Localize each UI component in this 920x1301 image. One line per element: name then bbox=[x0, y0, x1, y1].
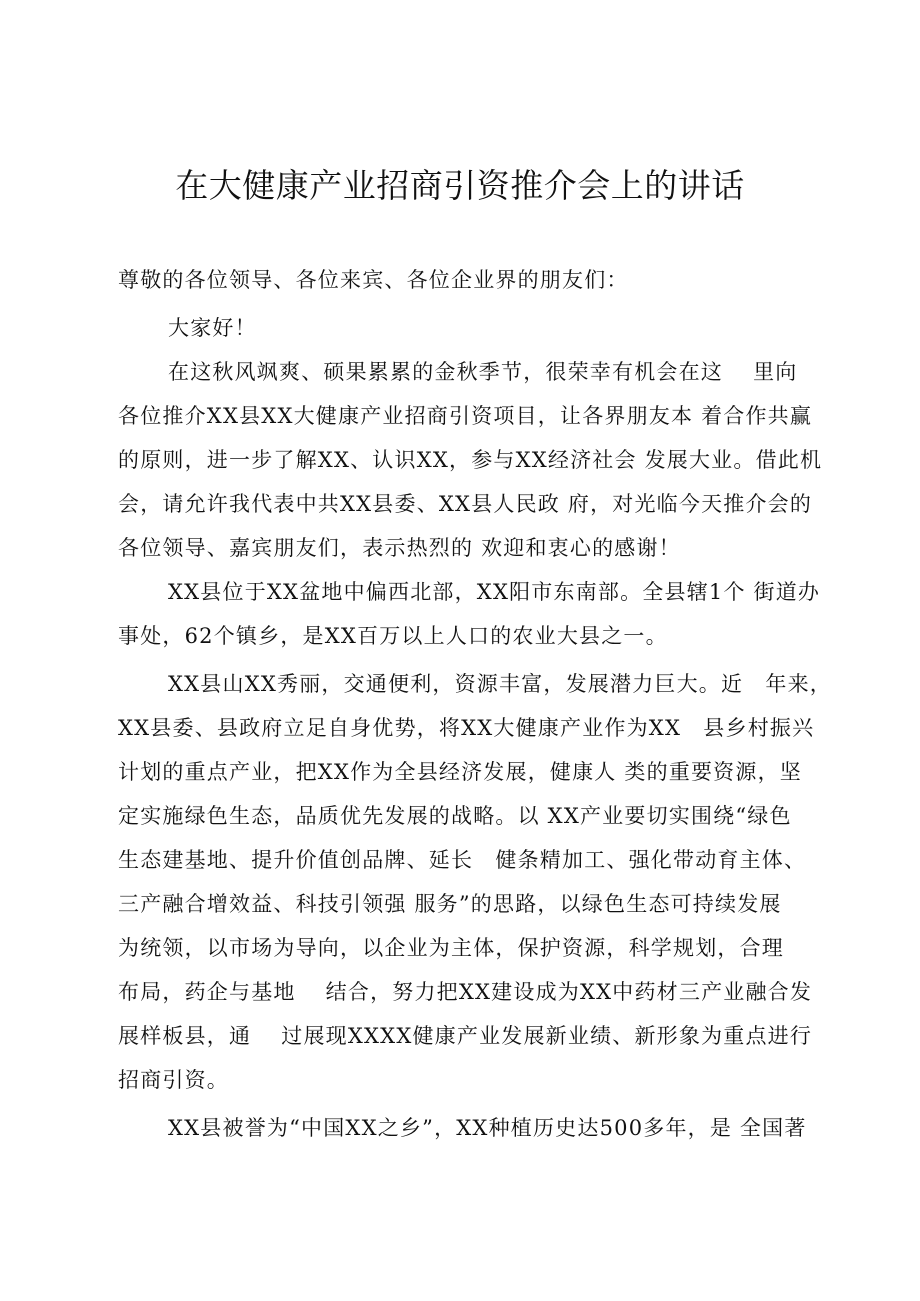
paragraph-line: XX县位于XX盆地中偏西北部，XX阳市东南部。全县辖1个 街道办 bbox=[168, 580, 821, 604]
paragraph-line: 定实施绿色生态，品质优先发展的战略。以 XX产业要切实围绕“绿色 bbox=[118, 804, 792, 828]
speech-body bbox=[118, 258, 832, 1150]
paragraph-line: 招商引资。 bbox=[118, 1068, 229, 1092]
paragraph-line: 事处，62个镇乡，是XX百万以上人口的农业大县之一。 bbox=[118, 624, 668, 648]
paragraph-line: XX县山XX秀丽，交通便利，资源丰富，发展潜力巨大。近 年来， bbox=[168, 672, 832, 696]
paragraph-line: 各位推介XX县XX大健康产业招商引资项目，让各界朋友本 着合作共赢 bbox=[118, 404, 813, 428]
paragraph-line: 三产融合增效益、科技引领强 服务”的思路，以绿色生态可持续发展 bbox=[118, 892, 782, 916]
paragraph-line: 计划的重点产业，把XX作为全县经济发展，健康人 类的重要资源，坚 bbox=[118, 760, 802, 784]
greeting-line: 大家好！ bbox=[168, 316, 257, 340]
document-title: 在大健康产业招商引资推介会上的讲话 bbox=[175, 166, 745, 205]
paragraph-history bbox=[118, 1106, 823, 1150]
paragraph-location bbox=[118, 570, 823, 658]
paragraph-line: 会，请允许我代表中共XX县委、XX县人民政 府，对光临今天推介会的 bbox=[118, 492, 813, 516]
paragraph-line: 展样板县，通 过展现XXXX健康产业发展新业绩、新形象为重点进行 bbox=[118, 1024, 813, 1048]
paragraph-line: 生态建基地、提升价值创品牌、延长 健条精加工、强化带动育主体、 bbox=[118, 848, 807, 872]
paragraph-line: 各位领导、嘉宾朋友们，表示热烈的 欢迎和衷心的感谢！ bbox=[118, 536, 681, 560]
paragraph-line: 为统领，以市场为导向，以企业为主体，保护资源，科学规划，合理 bbox=[118, 936, 784, 960]
salutation-line: 尊敬的各位领导、各位来宾、各位企业界的朋友们： bbox=[118, 268, 629, 292]
paragraph-line: 布局，药企与基地 结合，努力把XX建设成为XX中药材三产业融合发 bbox=[118, 980, 813, 1004]
paragraph-welcome bbox=[118, 350, 823, 570]
paragraph-line: 在这秋风飒爽、硕果累累的金秋季节，很荣幸有机会在这 里向 bbox=[168, 360, 798, 384]
paragraph-line: XX县被誉为“中国XX之乡”，XX种植历史达500多年，是 全国著 bbox=[168, 1116, 807, 1140]
paragraph-strategy bbox=[118, 662, 832, 1102]
paragraph-line: XX县委、县政府立足自身优势，将XX大健康产业作为XX 县乡村振兴 bbox=[118, 716, 815, 740]
paragraph-line: 的原则，进一步了解XX、认识XX，参与XX经济社会 发展大业。借此机 bbox=[118, 448, 823, 472]
